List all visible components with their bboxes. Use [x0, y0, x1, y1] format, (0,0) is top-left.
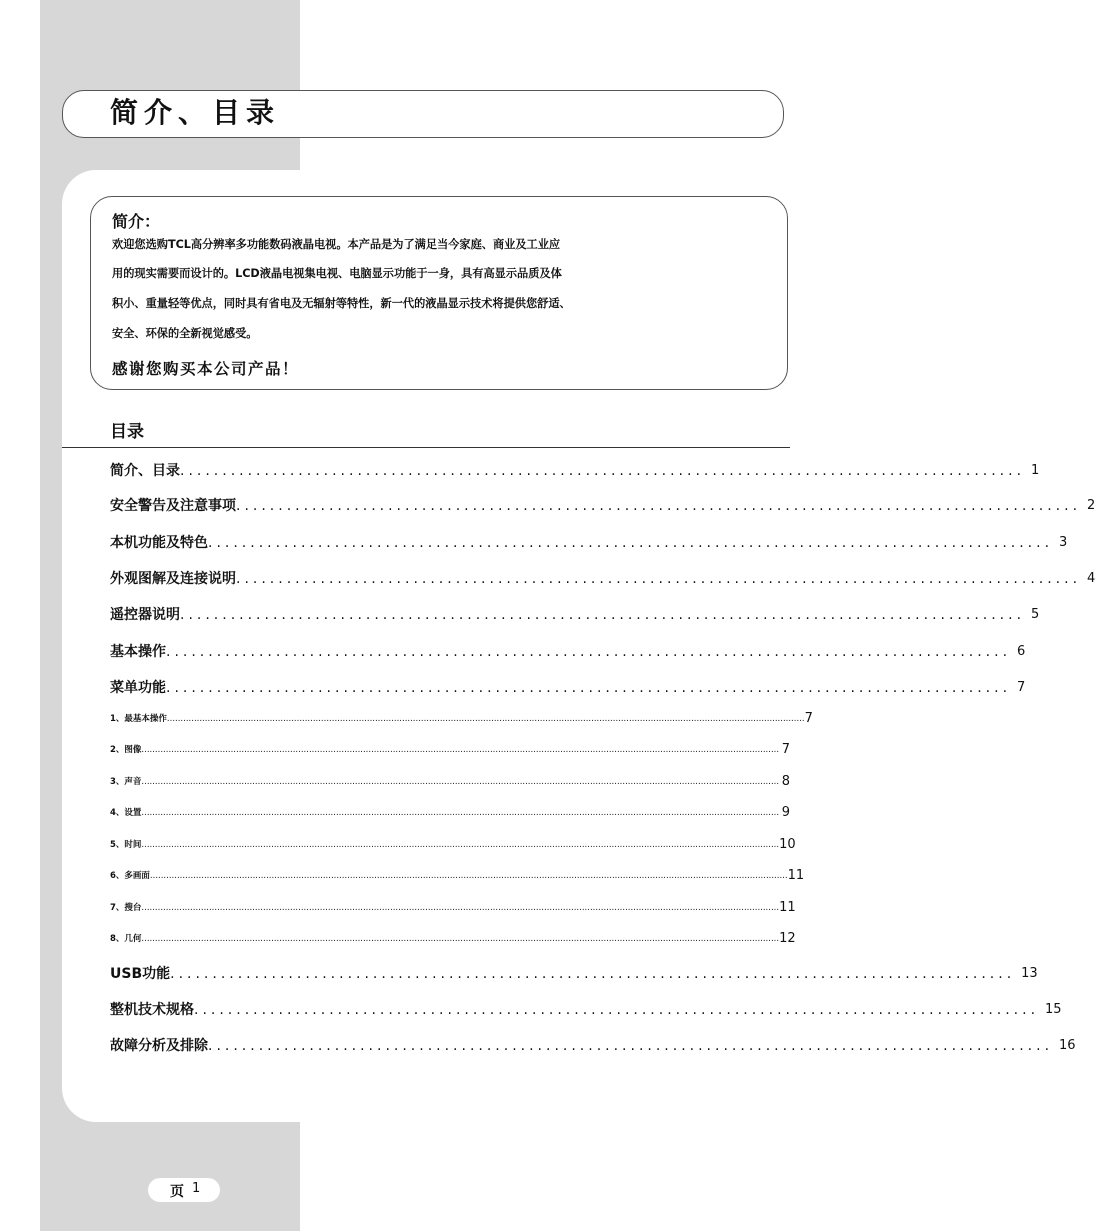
toc-subentry[interactable]: 1、最基本操作 ............................................................................................................................................................................................................................................ 7: [110, 711, 813, 726]
page-number-badge: [148, 1178, 220, 1202]
section-title: 简介、目录: [110, 96, 281, 129]
toc-subentry[interactable]: 3、声音 ............................................................................................................................................................................................................................................ 8: [110, 774, 790, 789]
intro-line: 欢迎您选购TCL高分辨率多功能数码液晶电视。本产品是为了满足当今家庭、商业及工业应: [112, 238, 561, 251]
toc-entry[interactable]: 整机技术规格 .................................................................................................... 15: [110, 1002, 1062, 1018]
toc-entry[interactable]: 简介、目录 .................................................................................................... 1: [110, 463, 1040, 479]
toc-entry[interactable]: 菜单功能 .................................................................................................... 7: [110, 680, 1026, 696]
intro-heading: 简介：: [112, 212, 161, 231]
toc-subentry[interactable]: 5、时间 ............................................................................................................................................................................................................................................ 10: [110, 837, 796, 852]
toc-entry[interactable]: 基本操作 .................................................................................................... 6: [110, 644, 1026, 660]
intro-line: 用的现实需要而设计的。LCD液晶电视集电视、电脑显示功能于一身，具有高显示品质及体: [112, 267, 562, 280]
toc-entry[interactable]: 遥控器说明 .................................................................................................... 5: [110, 607, 1040, 623]
toc-subentry[interactable]: 4、设置 ............................................................................................................................................................................................................................................ 9: [110, 805, 790, 820]
toc-divider: [62, 447, 790, 448]
toc-subentry[interactable]: 8、几何 ............................................................................................................................................................................................................................................ 12: [110, 931, 796, 946]
toc-subentry[interactable]: 7、搜台 ............................................................................................................................................................................................................................................ 11: [110, 900, 796, 915]
toc-subentry[interactable]: 6、多画面 ............................................................................................................................................................................................................................................ 11: [110, 868, 805, 883]
toc-entry[interactable]: 外观图解及连接说明 .................................................................................................... 4: [110, 571, 1095, 587]
toc-entry[interactable]: 本机功能及特色 .................................................................................................... 3: [110, 535, 1068, 551]
intro-line: 安全、环保的全新视觉感受。: [112, 327, 258, 340]
toc-entry[interactable]: USB功能 .................................................................................................... 13: [110, 966, 1038, 982]
page-number: 1: [192, 1181, 201, 1196]
toc-subentry[interactable]: 2、图像 ............................................................................................................................................................................................................................................ 7: [110, 742, 790, 757]
toc-entry[interactable]: 故障分析及排除 .................................................................................................... 16: [110, 1038, 1076, 1054]
toc-heading: 目录: [110, 422, 144, 442]
intro-line: 积小、重量轻等优点，同时具有省电及无辐射等特性，新一代的液晶显示技术将提供您舒适、: [112, 297, 571, 310]
toc-entry[interactable]: 安全警告及注意事项 .................................................................................................... 2: [110, 498, 1095, 514]
intro-thanks: 感谢您购买本公司产品！: [112, 360, 300, 378]
page-label: 页: [170, 1184, 184, 1200]
